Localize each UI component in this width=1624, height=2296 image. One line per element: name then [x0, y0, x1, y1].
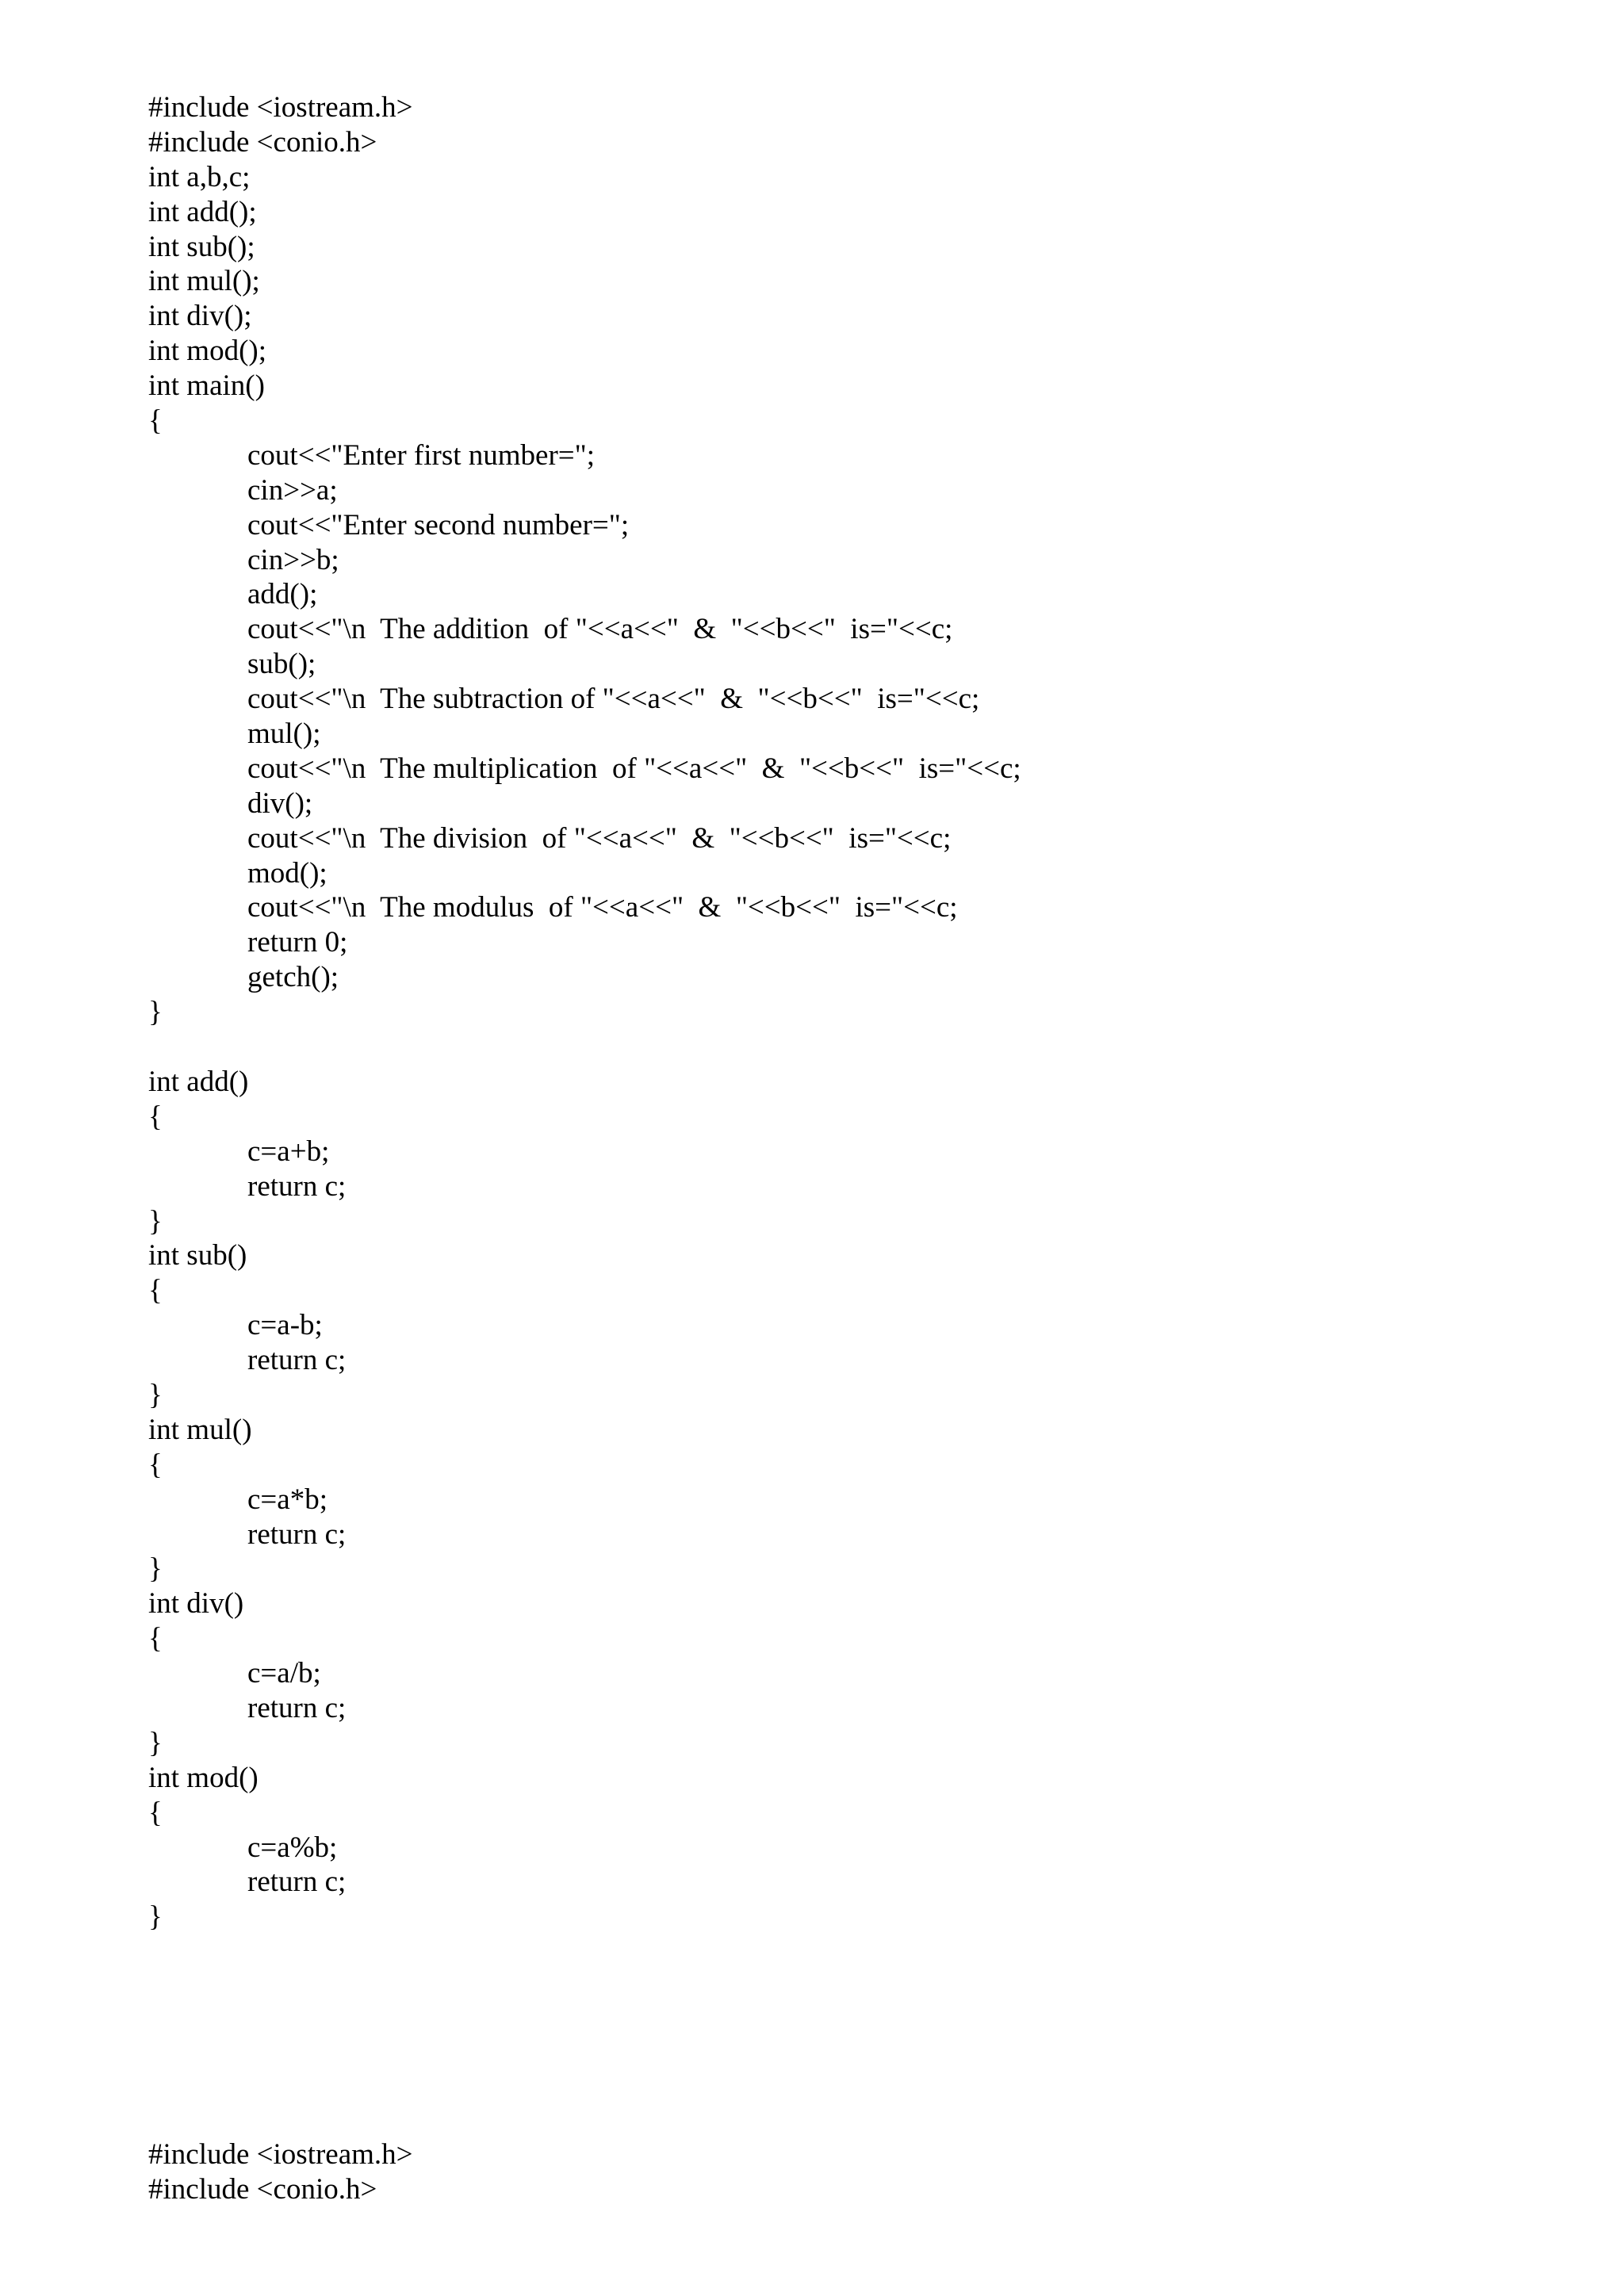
code-line — [148, 1030, 1021, 1065]
code-line: } — [148, 1552, 163, 1586]
code-line: cout<<"\n The division of "<<a<<" & "<<b<<" is="<<c; — [247, 821, 952, 855]
code-line: cout<<"\n The modulus of "<<a<<" & "<<b<<" is="<<c; — [247, 891, 958, 924]
code-line: mod(); — [247, 856, 327, 890]
code-line: cout<<"\n The addition of "<<a<<" & "<<b<<" is="<<c; — [247, 613, 953, 646]
code-line: { — [148, 1448, 163, 1481]
code-line: int a,b,c; — [148, 160, 251, 193]
code-line: cin>>a; — [247, 473, 338, 507]
code-line: sub(); — [247, 648, 316, 681]
code-line: int add(); — [148, 195, 257, 228]
code-line: cout<<"\n The subtraction of "<<a<<" & "<<b<<" is="<<c; — [247, 683, 980, 716]
code-line: mul(); — [247, 718, 321, 751]
code-line: return c; — [247, 1169, 347, 1203]
code-line: add(); — [247, 578, 318, 611]
code-line: int div(); — [148, 300, 252, 333]
code-line: } — [148, 1900, 163, 1934]
code-line: cin>>b; — [247, 543, 339, 576]
code-line: { — [148, 1100, 163, 1133]
code-line: int mul() — [148, 1413, 252, 1446]
code-line: c=a-b; — [247, 1309, 323, 1342]
code-line: cout<<"\n The multiplication of "<<a<<" & "<<b<<" is="<<c; — [247, 752, 1021, 785]
code-line: int sub(); — [148, 230, 255, 263]
code-line: return c; — [247, 1517, 347, 1551]
code-line: return c; — [247, 1866, 347, 1899]
code-line: #include <conio.h> — [148, 2172, 377, 2206]
code-line: { — [148, 404, 163, 438]
code-line: } — [148, 1726, 163, 1759]
code-line: #include <iostream.h> — [148, 91, 413, 124]
code-line: int mod() — [148, 1761, 259, 1794]
code-line: } — [148, 1378, 163, 1411]
code-line: } — [148, 1204, 163, 1238]
code-line: int div() — [148, 1587, 244, 1621]
code-line: c=a/b; — [247, 1657, 321, 1690]
code-line: #include <iostream.h> — [148, 2138, 413, 2171]
code-line: return 0; — [247, 926, 348, 959]
code-line: return c; — [247, 1344, 347, 1377]
code-listing-2 — [148, 2137, 413, 2207]
code-line: int mul(); — [148, 265, 260, 298]
code-line: { — [148, 1796, 163, 1829]
code-line: c=a+b; — [247, 1135, 330, 1168]
code-line: int main() — [148, 369, 265, 403]
code-line: #include <conio.h> — [148, 125, 377, 159]
code-line: c=a%b; — [247, 1831, 338, 1864]
code-line: } — [148, 996, 163, 1029]
code-line: div(); — [247, 786, 313, 820]
code-line: getch(); — [247, 961, 339, 994]
code-line: { — [148, 1274, 163, 1307]
code-line: int mod(); — [148, 335, 267, 368]
code-line: cout<<"Enter first number="; — [247, 438, 596, 472]
code-line: int sub() — [148, 1239, 247, 1272]
code-line: return c; — [247, 1691, 347, 1724]
code-line: { — [148, 1622, 163, 1655]
code-line: cout<<"Enter second number="; — [247, 508, 630, 541]
code-line: c=a*b; — [247, 1483, 327, 1516]
code-line: int add() — [148, 1065, 249, 1098]
code-listing-1 — [148, 90, 1021, 1934]
